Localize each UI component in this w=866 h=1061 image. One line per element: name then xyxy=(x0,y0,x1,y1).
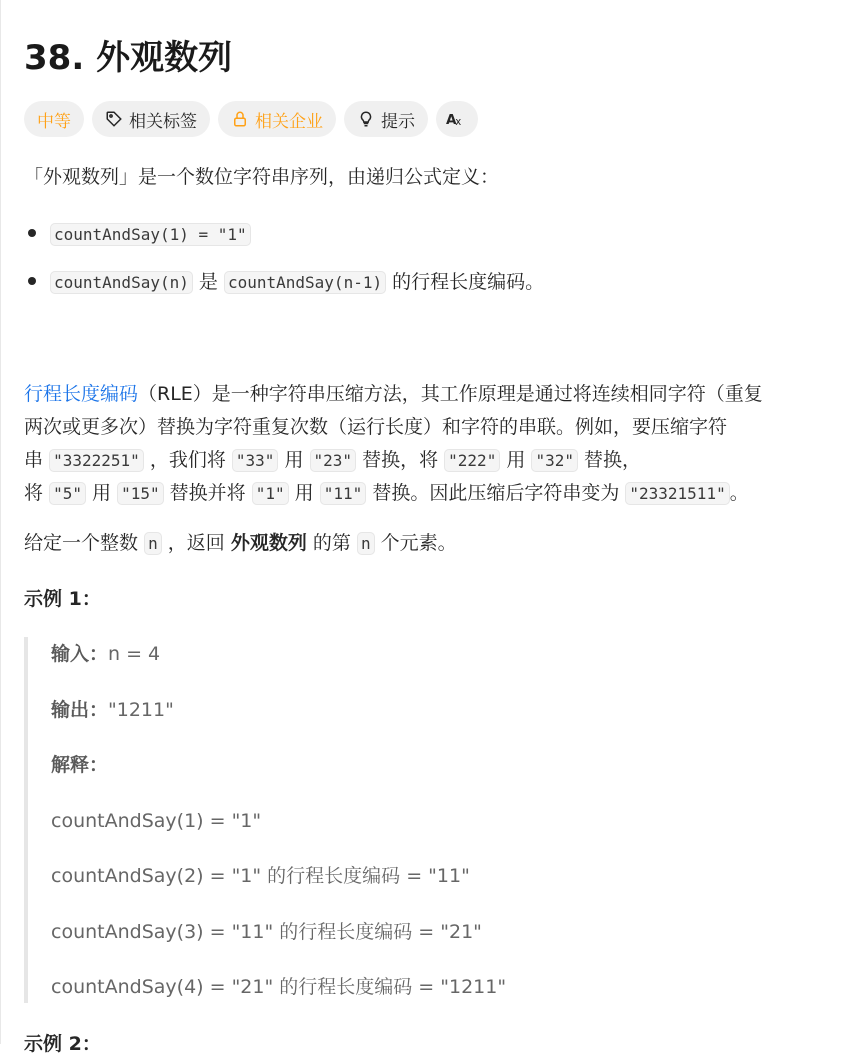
text: 用 xyxy=(506,449,526,471)
explain-label: 解释： xyxy=(51,754,109,776)
explain-line: countAndSay(3) = "11" 的行程长度编码 = "21" xyxy=(51,921,482,943)
text: 是 xyxy=(198,271,218,293)
text: 替换， xyxy=(584,449,642,471)
given-paragraph xyxy=(24,527,457,560)
bullet-dot xyxy=(28,277,36,285)
input-label: 输入： xyxy=(51,643,109,665)
bold-text: 外观数列 xyxy=(230,532,307,554)
intro-text: 「外观数列」是一个数位字符串序列，由递归公式定义： xyxy=(24,166,500,188)
example-2-title: 示例 2： xyxy=(24,1033,101,1055)
example-output xyxy=(51,694,174,727)
tag-bar xyxy=(24,101,478,137)
explain-line: countAndSay(2) = "1" 的行程长度编码 = "11" xyxy=(51,865,470,887)
explain-line: countAndSay(4) = "21" 的行程长度编码 = "1211" xyxy=(51,976,507,998)
related-companies-label: 相关企业 xyxy=(255,111,323,132)
inline-code: "23" xyxy=(310,449,357,472)
related-companies-button[interactable] xyxy=(218,101,336,137)
text: ，返回 xyxy=(167,532,225,554)
translate-icon xyxy=(446,110,468,128)
panel-left-border xyxy=(0,0,1,1044)
output-label: 输出： xyxy=(51,699,109,721)
inline-code: "5" xyxy=(49,482,86,505)
text: 的行程长度编码。 xyxy=(392,271,545,293)
text: （RLE）是一种字符串压缩方法，其工作原理是通过将连续相同字符（重复 xyxy=(138,383,763,405)
text: 用 xyxy=(284,449,304,471)
inline-code: "33" xyxy=(232,449,279,472)
list-item xyxy=(24,218,251,251)
rle-paragraph xyxy=(24,378,763,510)
difficulty-label: 中等 xyxy=(37,111,71,132)
inline-code: "3322251" xyxy=(49,449,144,472)
text: 个元素。 xyxy=(380,532,457,554)
text: 替换并将 xyxy=(169,482,246,504)
bullet-dot xyxy=(28,229,36,237)
hint-button[interactable] xyxy=(344,101,428,137)
inline-code: "15" xyxy=(117,482,164,505)
inline-code: countAndSay(1) = "1" xyxy=(50,223,251,246)
inline-code: countAndSay(n) xyxy=(50,271,193,294)
text: 替换，将 xyxy=(362,449,439,471)
tag-icon xyxy=(105,110,123,128)
lightbulb-icon xyxy=(357,110,375,128)
hint-label: 提示 xyxy=(381,111,415,132)
text: 将 xyxy=(24,482,44,504)
output-value: "1211" xyxy=(108,699,174,721)
svg-text:x: x xyxy=(455,116,462,128)
inline-code: countAndSay(n-1) xyxy=(224,271,386,294)
text: 的第 xyxy=(312,532,351,554)
rle-link[interactable]: 行程长度编码 xyxy=(24,383,139,405)
related-tags-button[interactable] xyxy=(92,101,210,137)
text: 替换。因此压缩后字符串变为 xyxy=(372,482,620,504)
inline-code: "1" xyxy=(252,482,289,505)
input-value: n = 4 xyxy=(108,643,161,665)
problem-title: 38. 外观数列 xyxy=(24,38,233,78)
lock-icon xyxy=(231,110,249,128)
inline-code: "23321511" xyxy=(625,482,729,505)
text: 用 xyxy=(294,482,314,504)
inline-code: "222" xyxy=(444,449,500,472)
explain-line: countAndSay(1) = "1" xyxy=(51,810,262,832)
difficulty-badge[interactable] xyxy=(24,101,84,137)
translate-button[interactable] xyxy=(436,101,478,137)
example-explain-label xyxy=(51,749,108,782)
inline-code: n xyxy=(144,532,162,555)
text: ，我们将 xyxy=(149,449,226,471)
text: 用 xyxy=(92,482,112,504)
text: 给定一个整数 xyxy=(24,532,139,554)
svg-text:A: A xyxy=(446,112,457,128)
related-tags-label: 相关标签 xyxy=(129,111,197,132)
inline-code: n xyxy=(357,532,375,555)
text: 。 xyxy=(729,482,749,504)
text: 串 xyxy=(24,449,44,471)
example-input xyxy=(51,638,160,671)
inline-code: "11" xyxy=(320,482,367,505)
example-1-bar xyxy=(24,637,28,1003)
example-1-title: 示例 1： xyxy=(24,588,101,610)
inline-code: "32" xyxy=(531,449,578,472)
text: 两次或更多次）替换为字符重复次数（运行长度）和字符的串联。例如，要压缩字符 xyxy=(24,416,728,438)
list-item xyxy=(24,266,544,299)
